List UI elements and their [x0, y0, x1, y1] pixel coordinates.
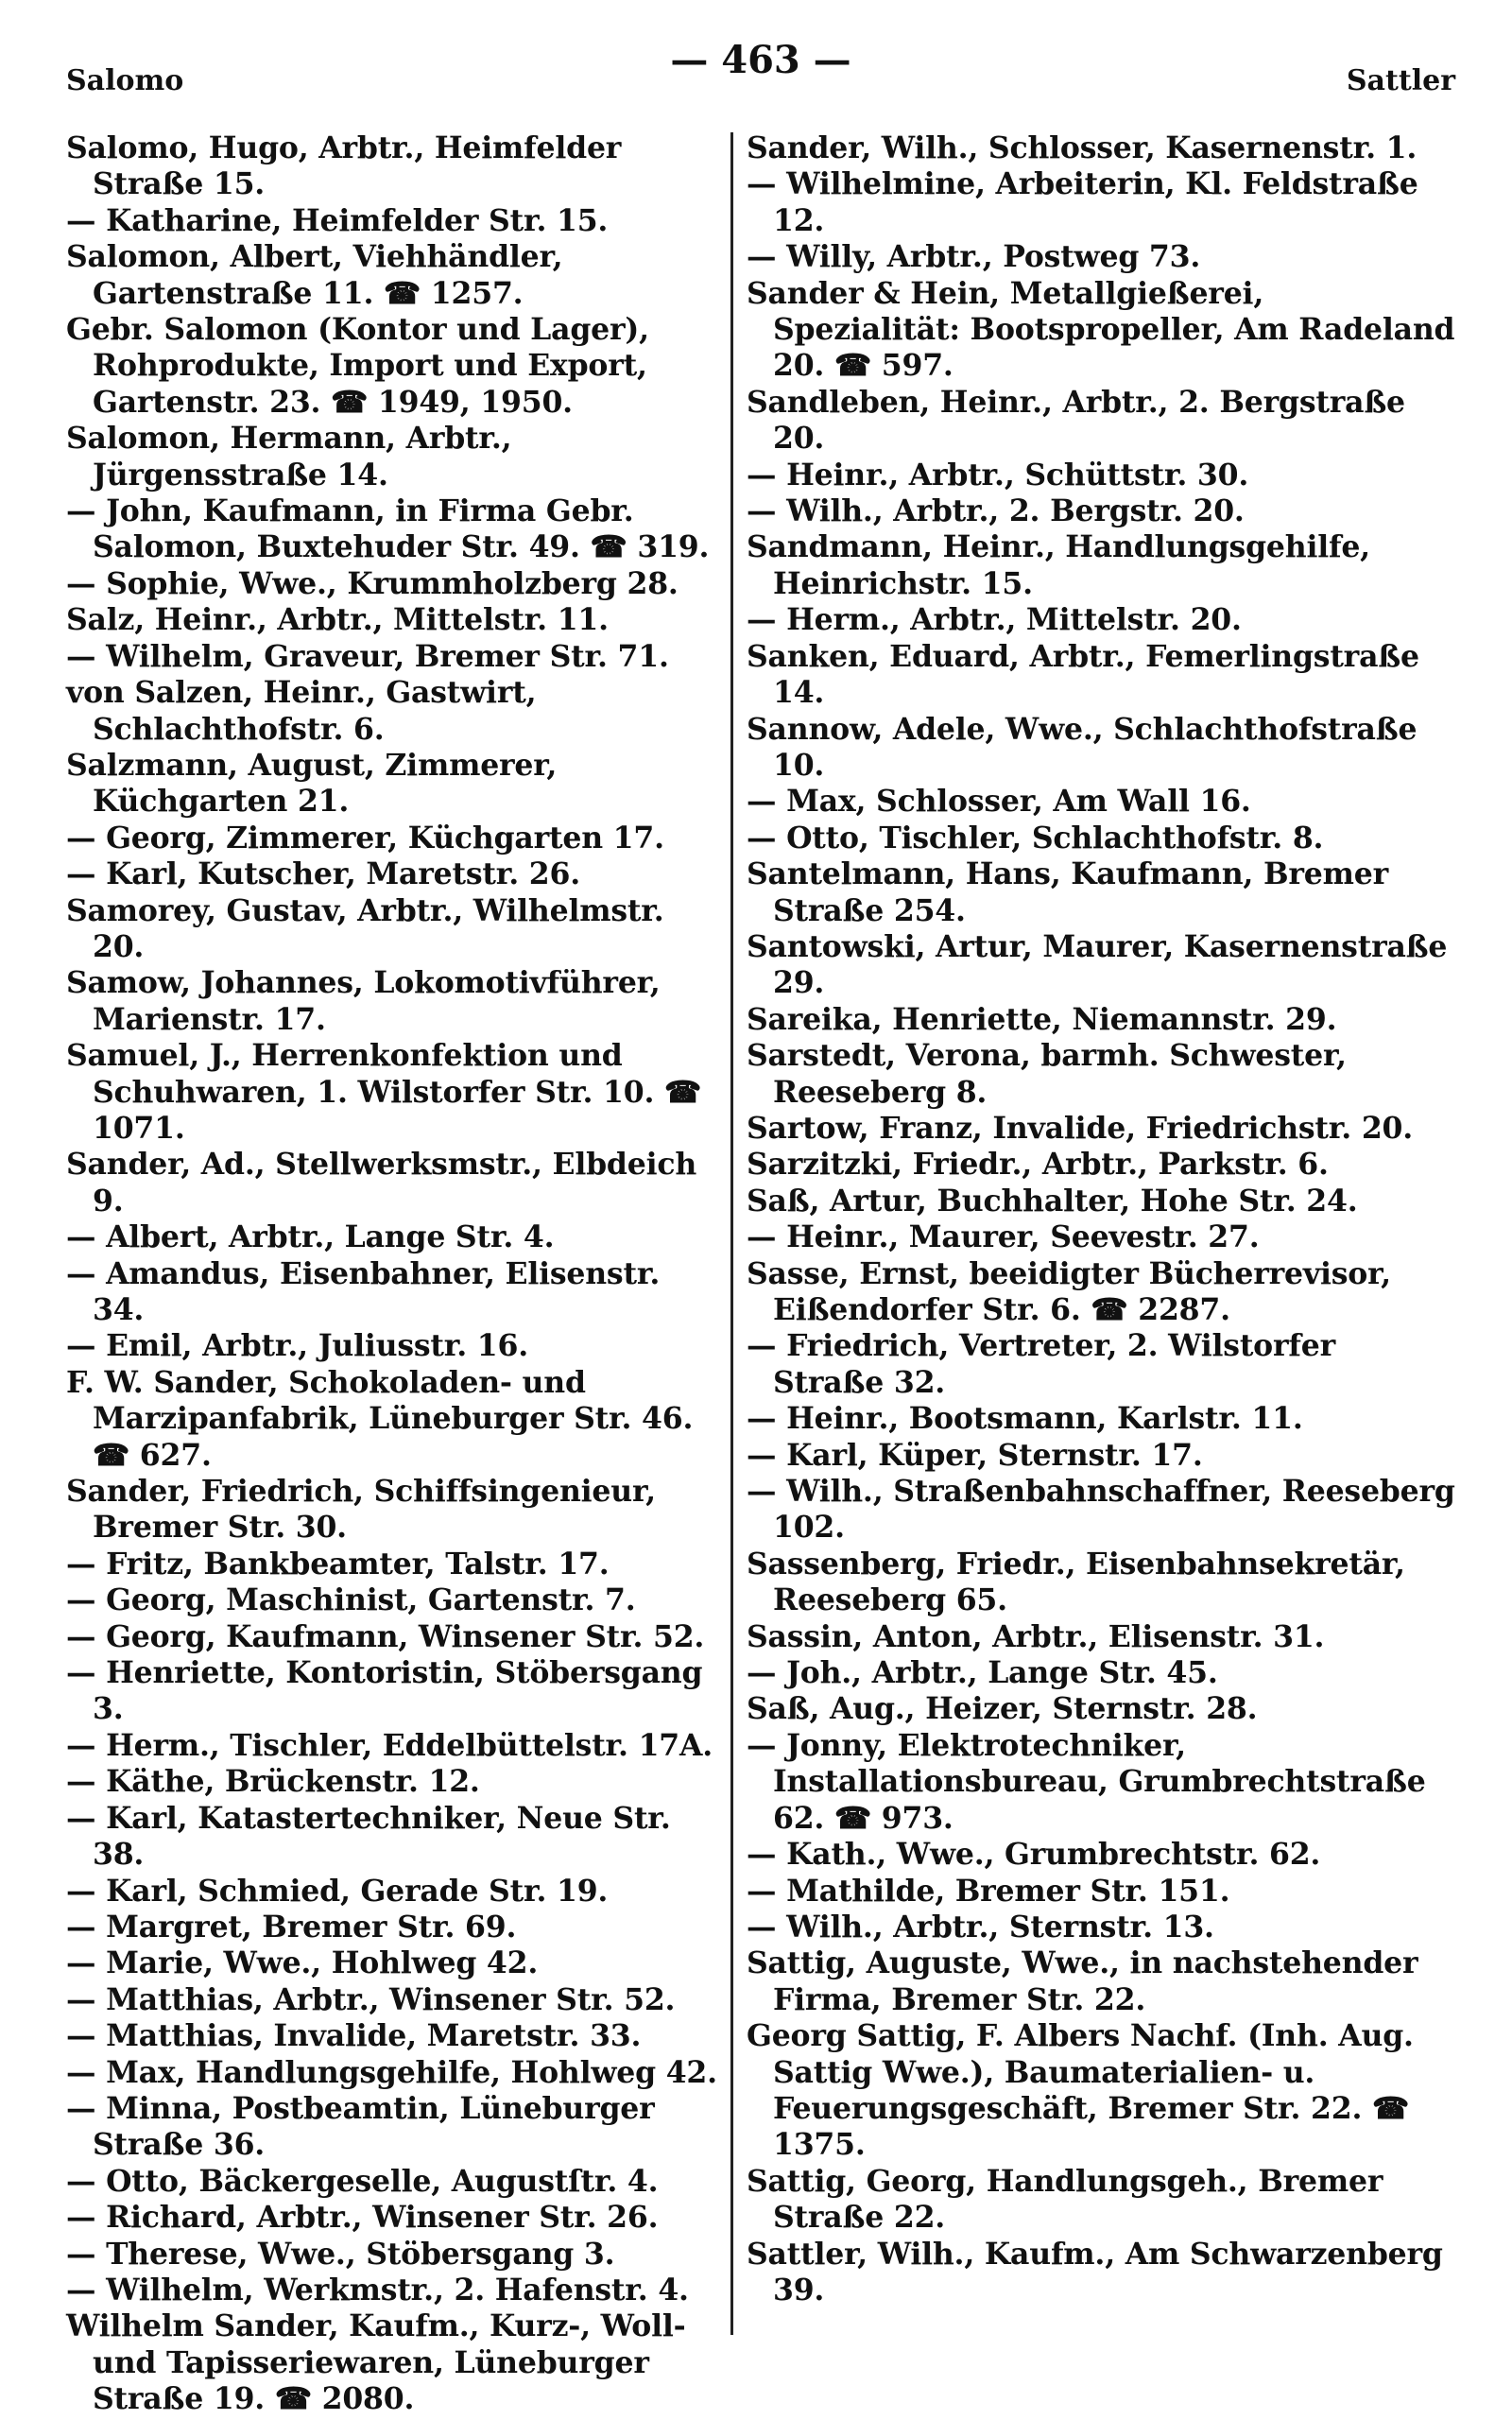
directory-entry: Sassenberg, Friedr., Eisenbahnsekretär, Reeseberg 65. — [747, 1546, 1405, 1618]
directory-entry: — Wilh., Arbtr., 2. Bergstr. 20. — [747, 493, 1245, 529]
directory-entry: Salomon, Hermann, Arbtr., Jürgensstraße 14. — [66, 421, 512, 493]
directory-entry: — Max, Schlosser, Am Wall 16. — [747, 784, 1251, 820]
directory-entry: — Albert, Arbtr., Lange Str. 4. — [66, 1219, 555, 1255]
directory-entry: — Herm., Arbtr., Mittelstr. 20. — [747, 602, 1242, 638]
directory-entry: Sartow, Franz, Invalide, Friedrichstr. 20. — [747, 1110, 1414, 1146]
directory-entry: — Georg, Kaufmann, Winsener Str. 52. — [66, 1618, 705, 1654]
directory-entry: — Otto, Bäckergeselle, Augustſtr. 4. — [66, 2163, 659, 2199]
directory-entry: — Friedrich, Vertreter, 2. Wilstorfer Straße 32. — [747, 1328, 1335, 1400]
directory-entry: Sandleben, Heinr., Arbtr., 2. Bergstraße 20. — [747, 384, 1405, 457]
directory-entry: — Georg, Zimmerer, Küchgarten 17. — [66, 820, 664, 856]
directory-entry: Sandmann, Heinr., Handlungsgehilfe, Heinrichstr. 15. — [747, 529, 1370, 601]
directory-entry: Sattig, Georg, Handlungsgeh., Bremer Straße 22. — [747, 2163, 1383, 2236]
directory-entry: Salomon, Albert, Viehhändler, Gartenstraße 11. ☎ 1257. — [66, 239, 563, 311]
directory-entry: — Willy, Arbtr., Postweg 73. — [747, 239, 1201, 275]
directory-entry: — Henriette, Kontoristin, Stöbersgang 3. — [66, 1655, 703, 1727]
directory-entry: Salzmann, August, Zimmerer, Küchgarten 21. — [66, 747, 558, 820]
directory-entry: Sareika, Henriette, Niemannstr. 29. — [747, 1001, 1337, 1037]
directory-entry: Gebr. Salomon (Kontor und Lager), Rohprodukte, Import und Export, Gartenstr. 23. ☎ 1949, 1950. — [66, 312, 649, 420]
directory-entry: — Karl, Katastertechniker, Neue Str. 38. — [66, 1800, 671, 1873]
directory-entry: — John, Kaufmann, in Firma Gebr. Salomon, Buxtehuder Str. 49. ☎ 319. — [66, 493, 710, 565]
directory-entry: Georg Sattig, F. Albers Nachf. (Inh. Aug. Sattig Wwe.), Baumaterialien- u. Feuerungsgeschäft, Bremer Str. 22. ☎ 1375. — [747, 2018, 1414, 2163]
directory-entry: Sasse, Ernst, beeidigter Bücherrevisor, Eißendorfer Str. 6. ☎ 2287. — [747, 1255, 1391, 1327]
directory-entry: — Heinr., Maurer, Seevestr. 27. — [747, 1219, 1260, 1255]
directory-entry: von Salzen, Heinr., Gastwirt, Schlachthofstr. 6. — [66, 675, 537, 747]
directory-entry: Sanken, Eduard, Arbtr., Femerlingstraße 14. — [747, 638, 1419, 711]
directory-entry: — Wilhelm, Graveur, Bremer Str. 71. — [66, 638, 669, 674]
directory-entry: — Mathilde, Bremer Str. 151. — [747, 1873, 1230, 1909]
directory-entry: — Matthias, Arbtr., Winsener Str. 52. — [66, 1981, 676, 2017]
directory-entry: — Georg, Maschinist, Gartenstr. 7. — [66, 1582, 636, 1618]
directory-entry: — Heinr., Arbtr., Schüttstr. 30. — [747, 457, 1249, 493]
directory-entry: Sattig, Auguste, Wwe., in nachstehender Firma, Bremer Str. 22. — [747, 1945, 1418, 2017]
directory-entry: Samorey, Gustav, Arbtr., Wilhelmstr. 20. — [66, 892, 664, 964]
page-header — [66, 38, 1455, 104]
directory-entry: — Heinr., Bootsmann, Karlstr. 11. — [747, 1401, 1303, 1437]
directory-entry: — Wilhelm, Werkmstr., 2. Hafenstr. 4. — [66, 2272, 689, 2308]
directory-entry: Sattler, Wilh., Kaufm., Am Schwarzenberg 39. — [747, 2236, 1443, 2308]
left-column — [66, 130, 718, 2418]
header-first-name: Salomo — [66, 64, 184, 97]
directory-entry: — Marie, Wwe., Hohlweg 42. — [66, 1945, 539, 1981]
directory-entry: — Sophie, Wwe., Krummholzberg 28. — [66, 565, 679, 601]
directory-entry: — Matthias, Invalide, Maretstr. 33. — [66, 2018, 642, 2054]
directory-entry: Saß, Artur, Buchhalter, Hohe Str. 24. — [747, 1183, 1358, 1219]
directory-entry: — Katharine, Heimfelder Str. 15. — [66, 202, 609, 238]
directory-entry: Wilhelm Sander, Kaufm., Kurz-, Woll- und Tapisseriewaren, Lüneburger Straße 19. ☎ 2080. — [66, 2308, 686, 2417]
directory-entry: Salz, Heinr., Arbtr., Mittelstr. 11. — [66, 602, 609, 638]
directory-entry: — Wilhelmine, Arbeiterin, Kl. Feldstraße 12. — [747, 166, 1418, 238]
directory-entry: — Kath., Wwe., Grumbrechtstr. 62. — [747, 1837, 1321, 1873]
directory-entry: Sander, Ad., Stellwerksmstr., Elbdeich 9. — [66, 1147, 697, 1219]
directory-entry: Samow, Johannes, Lokomotivführer, Marienstr. 17. — [66, 965, 661, 1037]
header-last-name: Sattler — [1346, 64, 1455, 97]
directory-entry: Sassin, Anton, Arbtr., Elisenstr. 31. — [747, 1618, 1325, 1654]
directory-entry: — Joh., Arbtr., Lange Str. 45. — [747, 1655, 1218, 1691]
directory-entry: F. W. Sander, Schokoladen- und Marzipanfabrik, Lüneburger Str. 46. ☎ 627. — [66, 1364, 694, 1473]
directory-entry: Salomo, Hugo, Arbtr., Heimfelder Straße 15. — [66, 130, 622, 202]
directory-entry: — Käthe, Brückenstr. 12. — [66, 1764, 480, 1800]
page-number: — 463 — — [670, 38, 851, 82]
directory-entry: — Therese, Wwe., Stöbersgang 3. — [66, 2236, 615, 2272]
directory-entry: — Karl, Schmied, Gerade Str. 19. — [66, 1873, 609, 1909]
directory-entry: Sannow, Adele, Wwe., Schlachthofstraße 10. — [747, 711, 1418, 783]
right-column — [747, 130, 1455, 2308]
directory-entry: — Max, Handlungsgehilfe, Hohlweg 42. — [66, 2054, 717, 2090]
directory-entry: — Herm., Tischler, Eddelbüttelstr. 17A. — [66, 1727, 713, 1763]
directory-entry: — Richard, Arbtr., Winsener Str. 26. — [66, 2200, 659, 2236]
directory-entry: Saß, Aug., Heizer, Sternstr. 28. — [747, 1691, 1258, 1727]
directory-entry: Sander & Hein, Metallgießerei, Spezialität: Bootspropeller, Am Radeland 20. ☎ 597. — [747, 275, 1455, 384]
directory-entry: — Amandus, Eisenbahner, Elisenstr. 34. — [66, 1255, 661, 1327]
directory-entry: — Wilh., Arbtr., Sternstr. 13. — [747, 1909, 1214, 1945]
directory-entry: — Karl, Küper, Sternstr. 17. — [747, 1437, 1203, 1473]
directory-entry: Sarstedt, Verona, barmh. Schwester, Reeseberg 8. — [747, 1038, 1347, 1110]
directory-entry: Santelmann, Hans, Kaufmann, Bremer Straße 254. — [747, 856, 1388, 928]
directory-entry: Sander, Wilh., Schlosser, Kasernenstr. 1. — [747, 130, 1418, 165]
directory-entry: — Karl, Kutscher, Maretstr. 26. — [66, 856, 580, 892]
directory-entry: — Margret, Bremer Str. 69. — [66, 1909, 517, 1945]
directory-entry: — Wilh., Straßenbahnschaffner, Reeseberg 102. — [747, 1474, 1455, 1546]
directory-entry: — Emil, Arbtr., Juliusstr. 16. — [66, 1328, 528, 1364]
directory-entry: Sander, Friedrich, Schiffsingenieur, Bremer Str. 30. — [66, 1474, 656, 1546]
directory-entry: — Otto, Tischler, Schlachthofstr. 8. — [747, 820, 1324, 856]
directory-entry: Samuel, J., Herrenkonfektion und Schuhwaren, 1. Wilstorfer Str. 10. ☎ 1071. — [66, 1038, 702, 1146]
column-divider — [730, 132, 733, 2335]
directory-entry: — Minna, Postbeamtin, Lüneburger Straße 36. — [66, 2090, 655, 2163]
directory-entry: Santowski, Artur, Maurer, Kasernenstraße 29. — [747, 928, 1448, 1001]
directory-entry: — Fritz, Bankbeamter, Talstr. 17. — [66, 1546, 610, 1582]
directory-entry: Sarzitzki, Friedr., Arbtr., Parkstr. 6. — [747, 1147, 1329, 1183]
directory-entry: — Jonny, Elektrotechniker, Installationsbureau, Grumbrechtstraße 62. ☎ 973. — [747, 1727, 1426, 1836]
